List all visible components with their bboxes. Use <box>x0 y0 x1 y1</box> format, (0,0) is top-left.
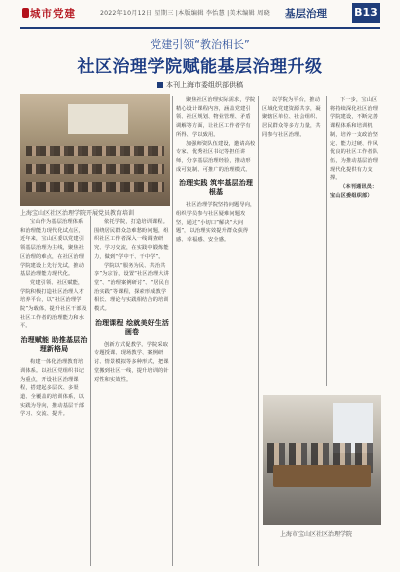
page-number: B13 <box>352 3 380 23</box>
end-note: （本刊通讯员：宝山区委组织部） <box>330 184 378 199</box>
subheading: 治理实践 筑牢基层治理根基 <box>178 179 254 197</box>
audience-row <box>26 164 164 174</box>
section-name: 基层治理 <box>285 8 327 20</box>
article-column-5 <box>330 96 382 200</box>
paragraph: 宝山作为基层治理体系和治理能力现代化试点区，近年来，宝山区委以党建引领基层治理为主线，聚焦社区治理的难点，在社区治理学院建设上先行先试，推动基层治理能力现代化。 <box>20 219 85 278</box>
paragraph: 聚焦社区治理实际需求，学院精心设计课程内容，涵盖党建引领、社区规划、物业管理、矛盾调解等方面，让社区工作者学有所得、学以致用。 <box>176 97 256 138</box>
masthead <box>0 0 400 28</box>
square-bullet-icon <box>157 82 163 88</box>
column-divider <box>326 96 327 386</box>
byline-text: 本刊上海市委组织部供稿 <box>166 81 243 89</box>
header-rule <box>20 27 380 29</box>
photo-academy-meeting-room <box>263 395 381 525</box>
meeting-table <box>273 465 371 487</box>
article-column-1 <box>20 218 88 419</box>
audience-row <box>26 182 164 192</box>
photo1-caption: 上海宝山区社区治理学院开展党员教育培训 <box>20 210 135 217</box>
projector-screen <box>68 104 128 134</box>
paragraph: 下一步，宝山区将持续深化社区治理学院建设，不断完善课程体系和培训机制，培养一支政治坚定、能力过硬、作风优良的社区工作者队伍，为推动基层治理现代化提供有力支撑。 <box>330 97 379 182</box>
subheading: 治理课程 绘就美好生活画卷 <box>94 318 170 336</box>
photo2-caption: 上海市宝山区社区治理学院 <box>280 531 353 538</box>
article-column-3 <box>176 96 256 245</box>
headline: 社区治理学院赋能基层治理升级 <box>77 57 323 77</box>
paragraph: 以学院为平台，推动区域化党建资源共享，凝聚辖区单位、社会组织、居民群众等多方力量，共同参与社区治理。 <box>262 97 321 138</box>
paragraph: 构建一体化治理教育培训体系。以社区党组织书记为重点，开设社区治理课程，搭建起多层次、多渠道、全覆盖的培训体系，以实践为导向，推动基层干部学习、交流、提升。 <box>20 359 85 418</box>
dateline: 2022年10月12日 星期三 |本版编辑 李怡慧 |美术编辑 周晓 <box>100 10 270 17</box>
column-divider <box>90 216 91 566</box>
paragraph: 学院以“服务为民、共治共享”为宗旨，设置“社区治理大讲堂”、“治理案例研讨”、“居民自治实践”等课程，探索形成教学相长、理论与实践相结合的培训模式。 <box>94 262 170 313</box>
newspaper-logo: 城市党建 <box>30 8 76 20</box>
kicker: 党建引领“教治相长” <box>150 38 250 51</box>
article-column-4 <box>262 96 324 140</box>
column-divider <box>172 96 173 566</box>
paragraph: 依托学院，打造培训课程。围绕居民群众急难愁盼问题，组织社区工作者深入一线调查研究、学习交流，在实践中锻炼能力，做到“学中干、干中学”。 <box>94 219 169 260</box>
paragraph: 创新方式促教学。学院采取专题授课、现场教学、案例研讨、情景模拟等多种形式，把课堂搬到社区一线，提升培训的针对性和实效性。 <box>94 341 169 383</box>
paragraph: 加强师资队伍建设，邀请高校专家、优秀社区书记等担任讲师，分享基层治理经验，推动形成可复制、可推广的治理模式。 <box>176 140 256 173</box>
photo-training-session <box>20 94 170 206</box>
subheading: 治理赋能 助推基层治理新格局 <box>20 336 88 354</box>
paragraph: 党建引领、社区赋能，学院积极打造社区治理人才培养平台，以“社区治理学院”为载体，提升社区干部及社区工作者的治理能力和水平。 <box>20 279 87 330</box>
column-divider <box>258 96 259 566</box>
logo-icon <box>22 8 29 18</box>
audience-row <box>26 146 164 156</box>
article-column-2 <box>94 218 170 384</box>
byline <box>0 80 400 90</box>
paragraph: 社区治理学院坚持问题导向，组织学员参与社区疑难问题攻坚，通过“小切口”解决“大问题”，以治理实效提升群众获得感、幸福感、安全感。 <box>176 202 256 244</box>
